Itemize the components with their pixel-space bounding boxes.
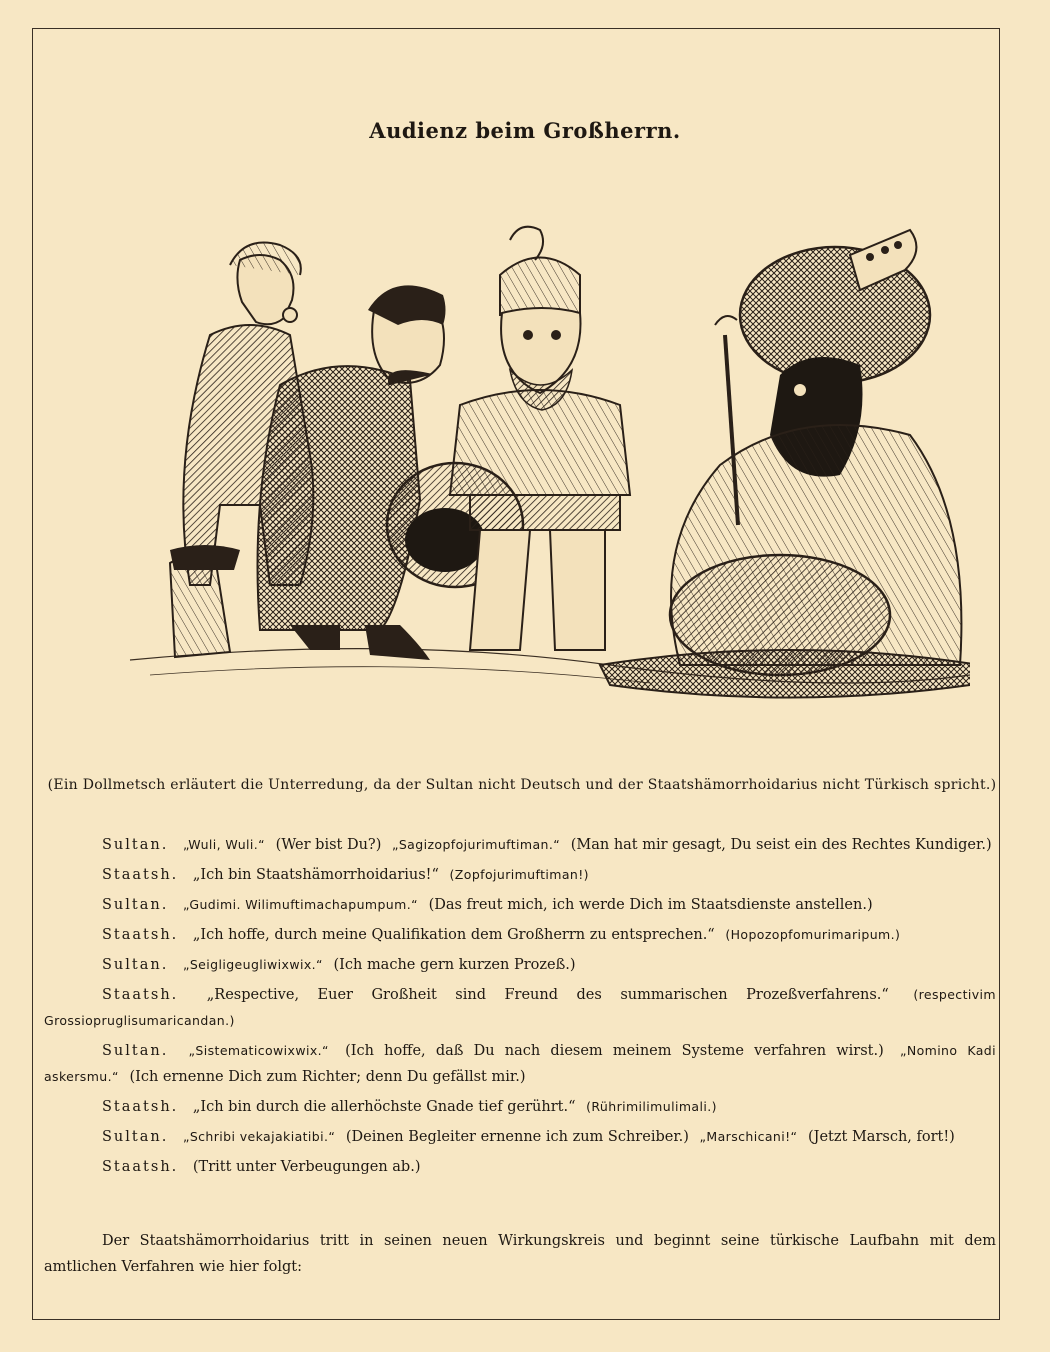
engraving-illustration: [90, 195, 970, 715]
german-gloss: (Wer bist Du?): [275, 837, 382, 853]
turkish-speech: „Sistematicowixwix.“: [188, 1043, 329, 1058]
speaker-label: Staatsh.: [102, 867, 179, 883]
turkish-speech: „Gudimi. Wilimuftimachapumpum.“: [182, 897, 418, 912]
german-gloss: (Ich ernenne Dich zum Richter; denn Du gefällst mir.): [129, 1069, 526, 1085]
german-speech: „Ich bin durch die allerhöchste Gnade tief gerührt.“: [192, 1099, 576, 1115]
german-gloss: (Jetzt Marsch, fort!): [808, 1129, 955, 1145]
turkish-gloss: (Hopozopfomurimaripum.): [725, 927, 901, 942]
dialogue-line: [44, 952, 996, 978]
german-gloss: (Deinen Begleiter ernenne ich zum Schreiber.): [345, 1129, 689, 1145]
german-gloss: (Das freut mich, ich werde Dich im Staatsdienste anstellen.): [428, 897, 873, 913]
page-title: Audienz beim Großherrn.: [369, 118, 681, 143]
scene-caption: (Ein Dollmetsch erläutert die Unterredung, da der Sultan nicht Deutsch und der Staatshämorrhoidarius nicht Türkisch spricht.): [47, 777, 997, 793]
german-gloss: (Ich mache gern kurzen Prozeß.): [333, 957, 576, 973]
turkish-gloss: (respectivim Grossiopruglisumaricandan.): [44, 987, 996, 1028]
dialogue-line: [44, 832, 996, 858]
figure-sultan: [600, 230, 970, 698]
turkish-speech: „Seigligeugliwixwix.“: [182, 957, 323, 972]
german-speech: „Ich bin Staatshämorrhoidarius!“: [192, 867, 439, 883]
german-speech: „Respective, Euer Großheit sind Freund des summarischen Prozeßverfahrens.“: [206, 987, 889, 1003]
turkish-speech: „Wuli, Wuli.“: [182, 837, 266, 852]
closing-paragraph: Der Staatshämorrhoidarius tritt in seinen neuen Wirkungskreis und beginnt seine türkische Laufbahn mit dem amtlichen Verfahren wie hier folgt:: [44, 1233, 996, 1275]
dialogue-line: [44, 892, 996, 918]
speaker-label: Sultan.: [102, 1129, 169, 1145]
speaker-label: Staatsh.: [102, 1159, 179, 1175]
turkish-gloss: (Zopfojurimuftiman!): [449, 867, 589, 882]
speaker-label: Sultan.: [102, 1043, 169, 1059]
turkish-speech: „Nomino Kadi askersmu.“: [44, 1043, 997, 1084]
speaker-label: Staatsh.: [102, 987, 179, 1003]
figure-dragoman: [450, 227, 630, 650]
turkish-speech: „Marschicani!“: [699, 1129, 798, 1144]
stage-direction: (Tritt unter Verbeugungen ab.): [192, 1159, 421, 1175]
german-gloss: (Ich hoffe, daß Du nach diesem meinem Systeme verfahren wirst.): [345, 1043, 884, 1059]
dialogue-line: [44, 922, 996, 948]
speaker-label: Sultan.: [102, 897, 169, 913]
dialogue-line: [44, 1154, 996, 1180]
dialogue-line: [44, 1038, 996, 1090]
speaker-label: Staatsh.: [102, 927, 179, 943]
german-gloss: (Man hat mir gesagt, Du seist ein des Rechtes Kundiger.): [570, 837, 992, 853]
turkish-gloss: (Rührimilimulimali.): [586, 1099, 717, 1114]
speaker-label: Sultan.: [102, 957, 169, 973]
speaker-label: Sultan.: [102, 837, 169, 853]
dialogue-line: [44, 1094, 996, 1120]
speaker-label: Staatsh.: [102, 1099, 179, 1115]
german-speech: „Ich hoffe, durch meine Qualifikation dem Großherrn zu entsprechen.“: [192, 927, 715, 943]
dialogue-line: [44, 862, 996, 888]
dialogue-line: [44, 1124, 996, 1150]
turkish-speech: „Sagizopfojurimuftiman.“: [391, 837, 561, 852]
dialogue-line: [44, 982, 996, 1034]
turkish-speech: „Schribi vekajakiatibi.“: [182, 1129, 336, 1144]
dialogue-block: [44, 832, 996, 1184]
